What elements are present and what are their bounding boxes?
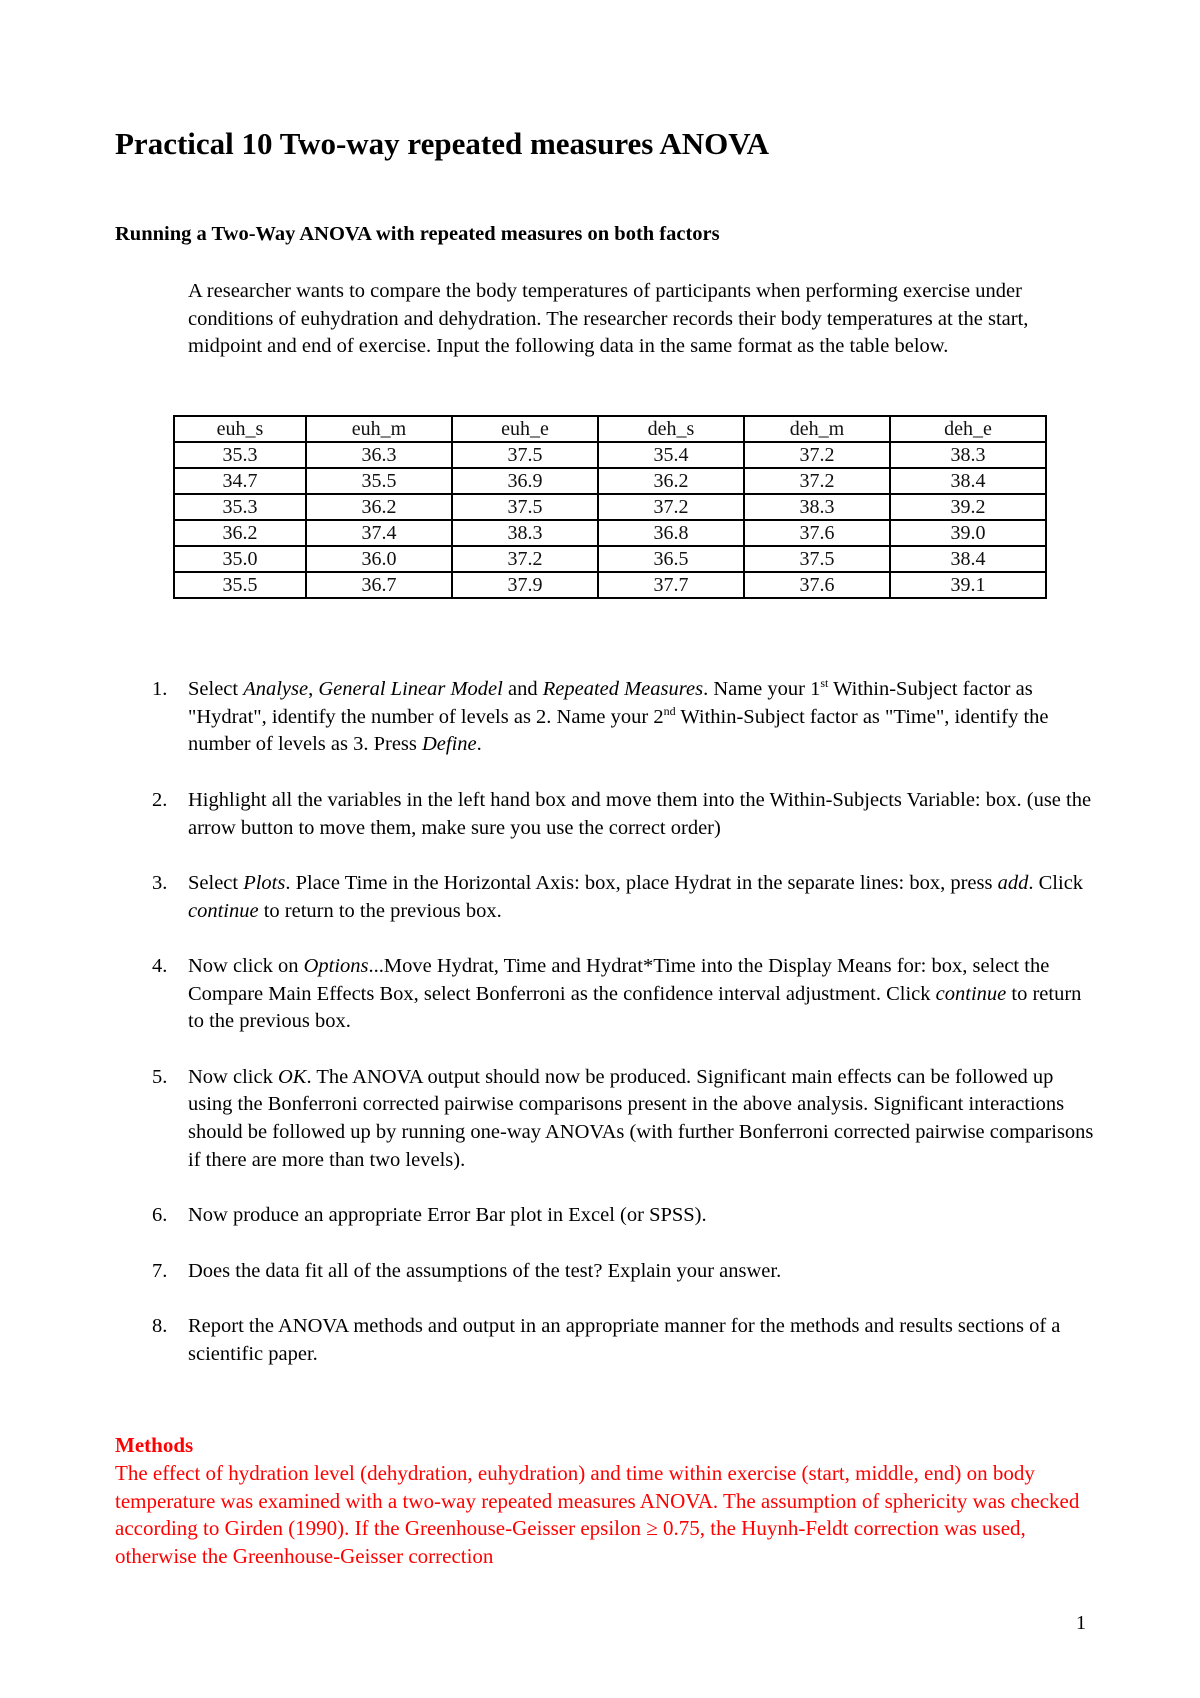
- data-table: [173, 415, 1047, 599]
- table-cell: 34.7: [174, 468, 306, 494]
- step-1: [152, 676, 1098, 759]
- table-cell: 37.6: [744, 572, 890, 598]
- column-header: euh_m: [306, 416, 452, 442]
- intro-paragraph: A researcher wants to compare the body temperatures of participants when performing exercise under conditions of euhydration and dehydration. The researcher records their body temperatures at the start, midpoint and end of exercise. Input the following data in the same format as the table below.: [188, 280, 1029, 357]
- table-cell: 37.5: [452, 442, 598, 468]
- table-cell: 37.7: [598, 572, 744, 598]
- ordinal-suffix: nd: [663, 703, 676, 718]
- step-text: Now produce an appropriate Error Bar plot in Excel (or SPSS).: [188, 1204, 707, 1227]
- step-text: . Click: [1028, 871, 1084, 894]
- step-text: to return to the previous box.: [188, 982, 1082, 1033]
- step-text: Select: [188, 678, 244, 700]
- table-cell: 36.7: [306, 572, 452, 598]
- step-text: and: [502, 678, 543, 700]
- table-cell: 36.2: [306, 494, 452, 520]
- step-text: . The ANOVA output should now be produced. Significant main effects can be followed up using the Bonferroni corrected pairwise comparisons present in the above analysis. Significant interactions should be followed up by running one-way ANOVAs (with further Bonferroni corrected pairwise comparisons if there are more than two levels).: [188, 1065, 1094, 1171]
- step-text: Now click: [188, 1065, 278, 1088]
- table-cell: 38.3: [452, 520, 598, 546]
- step-text: ...Move Hydrat, Time and Hydrat*Time into the Display Means for: box, select the Compare Main Effects Box, select Bonferroni as the confidence interval adjustment. Click: [188, 954, 1050, 1005]
- table-cell: 37.2: [598, 494, 744, 520]
- column-header: euh_e: [452, 416, 598, 442]
- step-text: Highlight all the variables in the left hand box and move them into the Within-Subjects Variable: box. (use the arrow button to move them, make sure you use the correct order): [188, 788, 1092, 839]
- step-number: 1.: [152, 678, 168, 700]
- menu-term: General Linear Model: [318, 678, 503, 700]
- table-cell: 38.4: [890, 468, 1046, 494]
- step-text: Does the data fit all of the assumptions of the test? Explain your answer.: [188, 1259, 782, 1282]
- table-cell: 38.3: [890, 442, 1046, 468]
- table-cell: 37.2: [452, 546, 598, 572]
- menu-term: continue: [935, 982, 1007, 1005]
- step-4: [152, 953, 1098, 1036]
- menu-term: continue: [188, 899, 259, 922]
- table-cell: 37.9: [452, 572, 598, 598]
- column-header: deh_s: [598, 416, 744, 442]
- table-cell: 39.1: [890, 572, 1046, 598]
- step-text: .: [476, 733, 482, 756]
- step-2: [152, 787, 1098, 842]
- step-6: [152, 1202, 1098, 1230]
- table-cell: 37.5: [452, 494, 598, 520]
- step-number: 3.: [152, 871, 168, 894]
- page-title: Practical 10 Two-way repeated measures ANOVA: [115, 126, 770, 161]
- table-cell: 37.2: [744, 468, 890, 494]
- step-number: 7.: [152, 1259, 168, 1282]
- methods-paragraph: The effect of hydration level (dehydration, euhydration) and time within exercise (start, middle, end) on body temperature was examined with a two-way repeated measures ANOVA. The assumption of sphericity was checked according to Girden (1990). If the Greenhouse-Geisser epsilon ≥ 0.75, the Huynh-Feldt correction was used, otherwise the Greenhouse-Geisser correction: [115, 1461, 1080, 1568]
- instruction-list: [152, 676, 1098, 1396]
- table-cell: 36.2: [174, 520, 306, 546]
- menu-term: Define: [422, 733, 477, 756]
- table-row: [174, 572, 1046, 598]
- menu-term: Repeated Measures: [542, 678, 704, 700]
- table-row: [174, 494, 1046, 520]
- table-cell: 38.3: [744, 494, 890, 520]
- step-5: [152, 1064, 1098, 1175]
- step-7: [152, 1258, 1098, 1286]
- table-cell: 38.4: [890, 546, 1046, 572]
- step-text: . Name your 1: [703, 678, 821, 700]
- step-text: ,: [308, 678, 319, 700]
- step-text: to return to the previous box.: [258, 899, 502, 922]
- table-cell: 35.4: [598, 442, 744, 468]
- column-header: deh_m: [744, 416, 890, 442]
- menu-term: Analyse: [243, 678, 309, 700]
- table-cell: 35.5: [306, 468, 452, 494]
- step-text: Select: [188, 871, 244, 894]
- step-number: 2.: [152, 788, 168, 811]
- column-header: euh_s: [174, 416, 306, 442]
- table-cell: 36.2: [598, 468, 744, 494]
- section-heading: Running a Two-Way ANOVA with repeated measures on both factors: [115, 223, 720, 245]
- table-row: [174, 546, 1046, 572]
- menu-term: add: [997, 871, 1029, 894]
- page-number: 1: [1076, 1612, 1086, 1634]
- table-cell: 37.2: [744, 442, 890, 468]
- step-text: Now click on: [188, 954, 304, 977]
- table-cell: 39.0: [890, 520, 1046, 546]
- step-number: 6.: [152, 1204, 168, 1227]
- table-cell: 36.5: [598, 546, 744, 572]
- table-cell: 35.0: [174, 546, 306, 572]
- step-number: 4.: [152, 954, 168, 977]
- step-3: [152, 870, 1098, 925]
- step-8: [152, 1313, 1098, 1368]
- step-number: 8.: [152, 1315, 168, 1338]
- table-cell: 36.3: [306, 442, 452, 468]
- step-text: Within-Subject factor as "Time", identify the number of levels as 3. Press: [188, 705, 1049, 756]
- table-cell: 35.5: [174, 572, 306, 598]
- menu-term: Plots: [243, 871, 286, 894]
- table-header-row: [174, 416, 1046, 442]
- table-row: [174, 468, 1046, 494]
- table-cell: 37.5: [744, 546, 890, 572]
- table-row: [174, 520, 1046, 546]
- table-cell: 35.3: [174, 494, 306, 520]
- table-row: [174, 442, 1046, 468]
- step-text: . Place Time in the Horizontal Axis: box, place Hydrat in the separate lines: box, press: [285, 871, 998, 894]
- step-text: Within-Subject factor as "Hydrat", identify the number of levels as 2. Name your 2: [188, 678, 1033, 728]
- table-cell: 36.9: [452, 468, 598, 494]
- table-cell: 36.8: [598, 520, 744, 546]
- table-cell: 36.0: [306, 546, 452, 572]
- table-cell: 39.2: [890, 494, 1046, 520]
- column-header: deh_e: [890, 416, 1046, 442]
- methods-heading: Methods: [115, 1433, 194, 1457]
- menu-term: Options: [303, 954, 369, 977]
- table-cell: 35.3: [174, 442, 306, 468]
- step-number: 5.: [152, 1065, 168, 1088]
- table-cell: 37.4: [306, 520, 452, 546]
- table-cell: 37.6: [744, 520, 890, 546]
- menu-term: OK: [277, 1065, 307, 1088]
- ordinal-suffix: st: [820, 676, 829, 691]
- step-text: Report the ANOVA methods and output in an appropriate manner for the methods and results sections of a scientific paper.: [188, 1315, 1061, 1365]
